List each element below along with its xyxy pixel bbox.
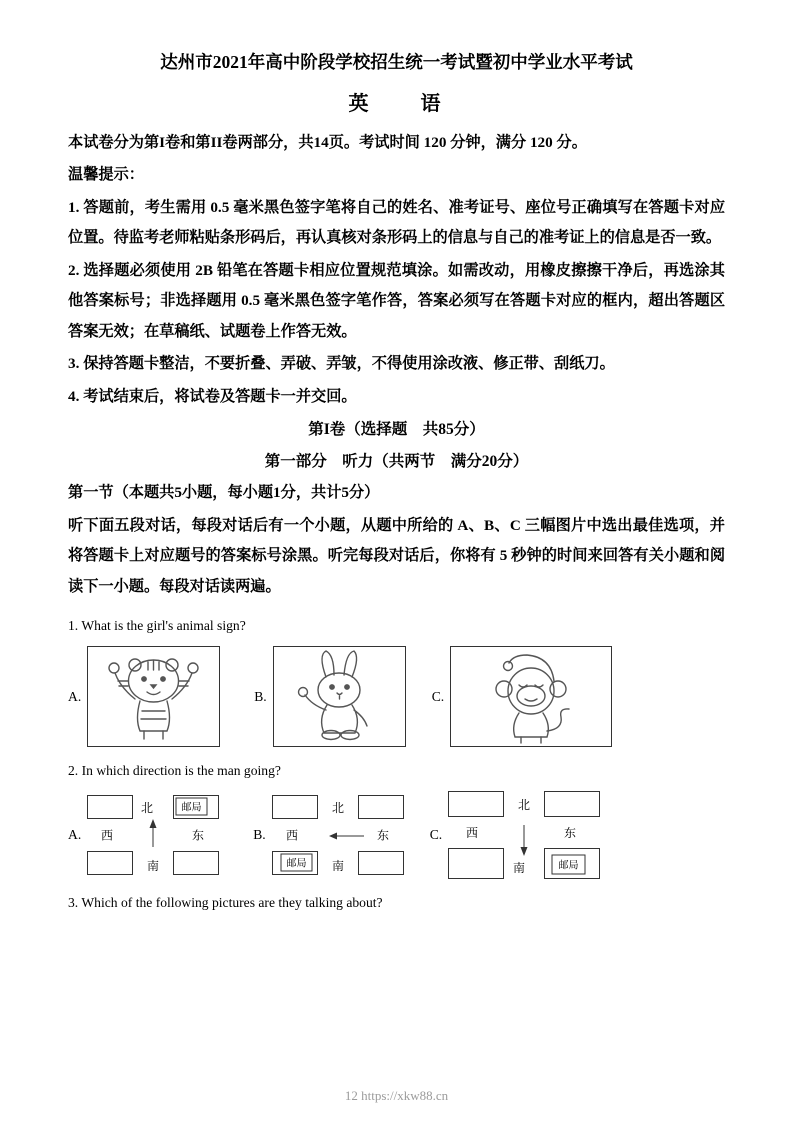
exam-title: 达州市2021年高中阶段学校招生统一考试暨初中学业水平考试: [160, 52, 633, 72]
rabbit-cartoon-icon: [274, 647, 405, 746]
compass-north-label: 北: [331, 801, 344, 815]
exam-intro: 本试卷分为第I卷和第II卷两部分，共14页。考试时间 120 分钟，满分 120 分。: [68, 133, 587, 151]
compass-south-label: 南: [331, 859, 344, 873]
option-c-label: C.: [431, 688, 445, 704]
question-1-option-b: [254, 646, 405, 747]
compass-east-label: 东: [564, 826, 577, 840]
option-a-label: A.: [68, 827, 82, 842]
option-a-label: A.: [68, 688, 82, 704]
compass-south-label: 南: [147, 859, 160, 873]
direction-diagram-west: [272, 795, 404, 875]
notice-item-4: 4. 考试结束后，将试卷及答题卡一并交回。: [68, 387, 357, 405]
compass-west-label: 西: [101, 828, 114, 843]
compass-west-label: 西: [466, 826, 479, 840]
compass-north-label: 北: [518, 798, 531, 812]
question-2-option-b: [253, 795, 403, 875]
compass-north-label: 北: [141, 801, 154, 815]
question-3-text: 3. Which of the following pictures are they talking about?: [68, 895, 383, 910]
compass-south-label: 南: [513, 861, 526, 875]
crossroad-south-icon: [448, 791, 600, 879]
option-b-label: B.: [254, 688, 267, 704]
tiger-cartoon-icon: [88, 647, 219, 746]
compass-east-label: 东: [376, 828, 389, 843]
section1-heading: 第一节（本题共5小题，每小题1分，共计5分）: [68, 484, 380, 501]
monkey-image-box: [450, 646, 612, 747]
subject-title: 英 语: [348, 92, 445, 115]
listening-instructions: 听下面五段对话，每段对话后有一个小题，从题中所给的 A、B、C 三幅图片中选出最佳选项，并将答题卡上对应题号的答案标号涂黑。听完每段对话后，你将有 5 秒钟的时间来回答有关小题和阅读下一小题。每段对话读两遍。: [68, 516, 725, 595]
question-2-options: [68, 791, 725, 879]
part1-heading: 第一部分 听力（共两节 满分20分）: [264, 453, 529, 470]
rabbit-image-box: [273, 646, 406, 747]
monkey-cartoon-icon: [451, 647, 611, 746]
question-1-options: [68, 646, 725, 747]
question-1-option-c: [432, 646, 612, 747]
option-b-label: B.: [253, 827, 266, 842]
compass-west-label: 西: [285, 828, 298, 843]
post-office-label: 邮局: [558, 860, 579, 872]
post-office-label: 邮局: [181, 802, 202, 814]
notice-item-2: 2. 选择题必须使用 2B 铅笔在答题卡相应位置规范填涂。如需改动，用橡皮擦擦干净后，再选涂其他答案标号；非选择题用 0.5 毫米黑色签字笔作答，答案必须写在答题卡对应的框内，超出答题区答案无效；在草稿纸、试题卷上作答无效。: [68, 261, 725, 340]
page-footer: 12 https://xkw88.cn: [344, 1088, 449, 1103]
option-c-label: C.: [429, 827, 443, 842]
notice-item-3: 3. 保持答题卡整洁，不要折叠、弄破、弄皱，不得使用涂改液、修正带、刮纸刀。: [68, 355, 615, 372]
crossroad-west-icon: [272, 795, 404, 875]
direction-diagram-south: [448, 791, 600, 879]
post-office-label: 邮局: [286, 858, 307, 870]
question-2-text: 2. In which direction is the man going?: [68, 763, 281, 778]
compass-east-label: 东: [192, 828, 205, 843]
question-1-text: 1. What is the girl's animal sign?: [68, 618, 246, 633]
question-1-option-a: [68, 646, 220, 747]
question-2-option-c: [430, 791, 600, 879]
question-2-option-a: [68, 795, 219, 875]
tiger-image-box: [87, 646, 220, 747]
volume1-heading: 第I卷（选择题 共85分）: [308, 421, 485, 438]
crossroad-north-icon: [87, 795, 219, 875]
direction-diagram-north: [87, 795, 219, 875]
notice-item-1: 1. 答题前，考生需用 0.5 毫米黑色签字笔将自己的姓名、准考证号、座位号正确填写在答题卡对应位置。待监考老师粘贴条形码后，再认真核对条形码上的信息与自己的准考证上的信息是否一致。: [68, 198, 725, 246]
notice-header: 温馨提示：: [68, 166, 144, 183]
